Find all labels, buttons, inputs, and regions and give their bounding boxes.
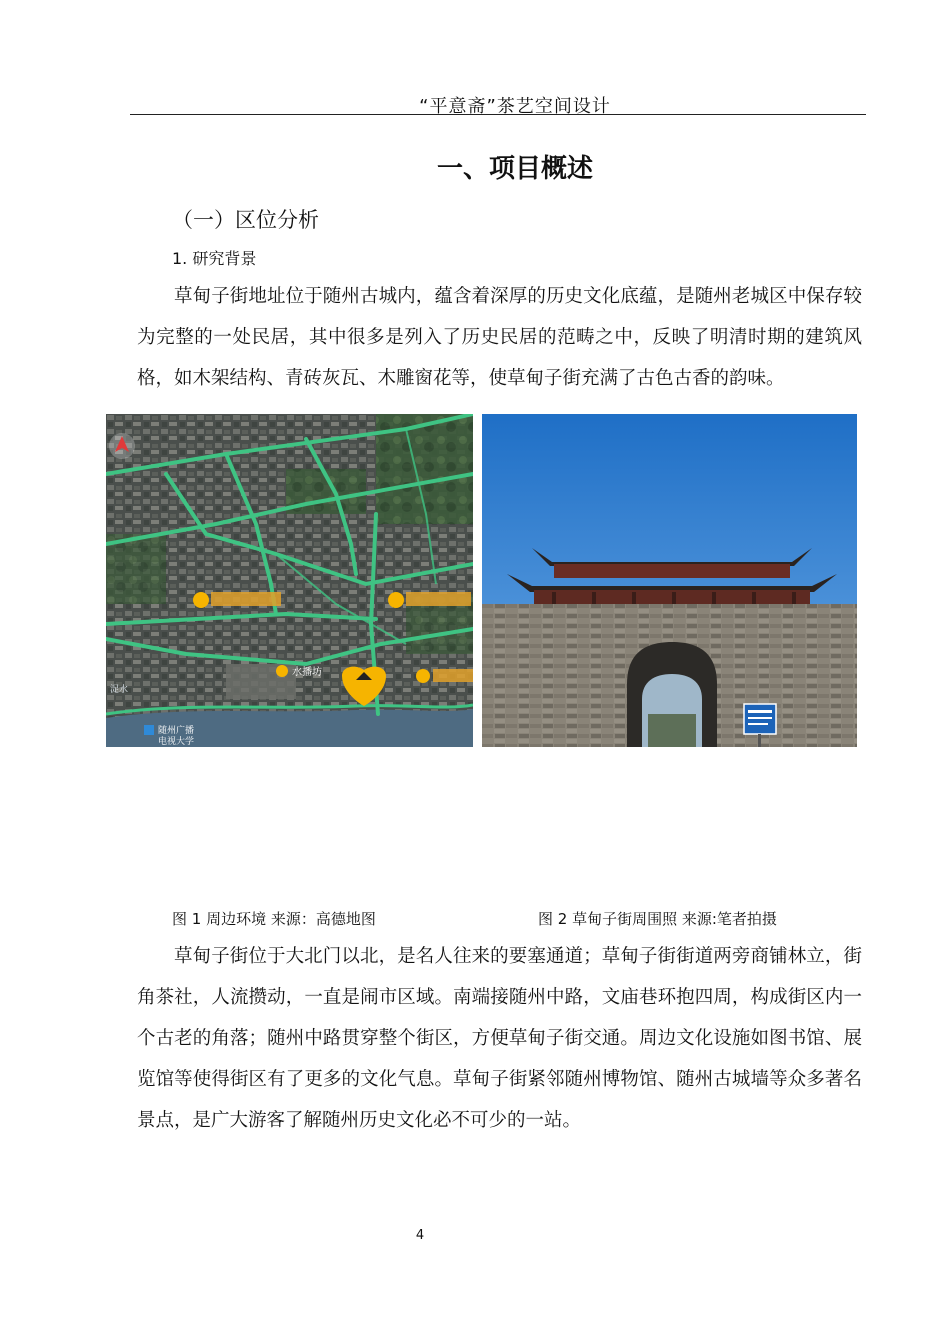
figure-2-caption: 图 2 草甸子街周围照 来源:笔者拍摄 [538,910,777,928]
poi-marker-icon [388,592,471,608]
page-number: 4 [415,1228,425,1243]
subsection-heading: （一）区位分析 [172,208,319,232]
paragraph-text: 草甸子街地址位于随州古城内，蕴含着深厚的历史文化底蕴，是随州老城区中保存较为完整的一处民居，其中很多是列入了历史民居的范畴之中，反映了明清时期的建筑风格，如木架结构、青砖灰瓦、木雕窗花等，使草甸子街充满了古色古香的韵味。 [137,286,862,389]
paragraph-text: 草甸子街位于大北门以北，是名人往来的要塞通道；草甸子街街道两旁商铺林立，街角茶社，人流攒动，一直是闹市区域。南端接随州中路，文庙巷环抱四周，构成街区内一个古老的角落；随州中路贯穿整个街区，方便草甸子街交通。周边文化设施如图书馆、展览馆等使得街区有了更多的文化气息。草甸子街紧邻随州博物馆、随州古城墙等众多著名景点，是广大游客了解随州历史文化必不可少的一站。 [137,946,862,1131]
map-school-label-2: 电视大学 [158,737,195,747]
figure-1-caption: 图 1 周边环境 来源：高德地图 [172,910,376,928]
paragraph-background [137,276,862,399]
city-gate-photo [482,414,857,747]
map-river-label: 浞水 [110,685,129,695]
figure-photo [482,414,857,747]
poi-marker-icon [193,592,281,608]
header-rule [130,114,866,115]
poi-label: 水播坊 [292,667,322,678]
poi-marker-icon [416,669,473,683]
figure-map [106,414,473,747]
subsubsection-heading: 1. 研究背景 [172,249,257,268]
section-heading: 一、项目概述 [436,154,593,184]
paragraph-location [137,936,862,1141]
satellite-map-image [106,414,473,747]
map-school-label-1: 随州广播 [158,726,195,736]
running-header: “平意斋”茶艺空间设计 [419,96,611,117]
school-icon [144,725,154,735]
poi-water-icon [276,665,288,677]
